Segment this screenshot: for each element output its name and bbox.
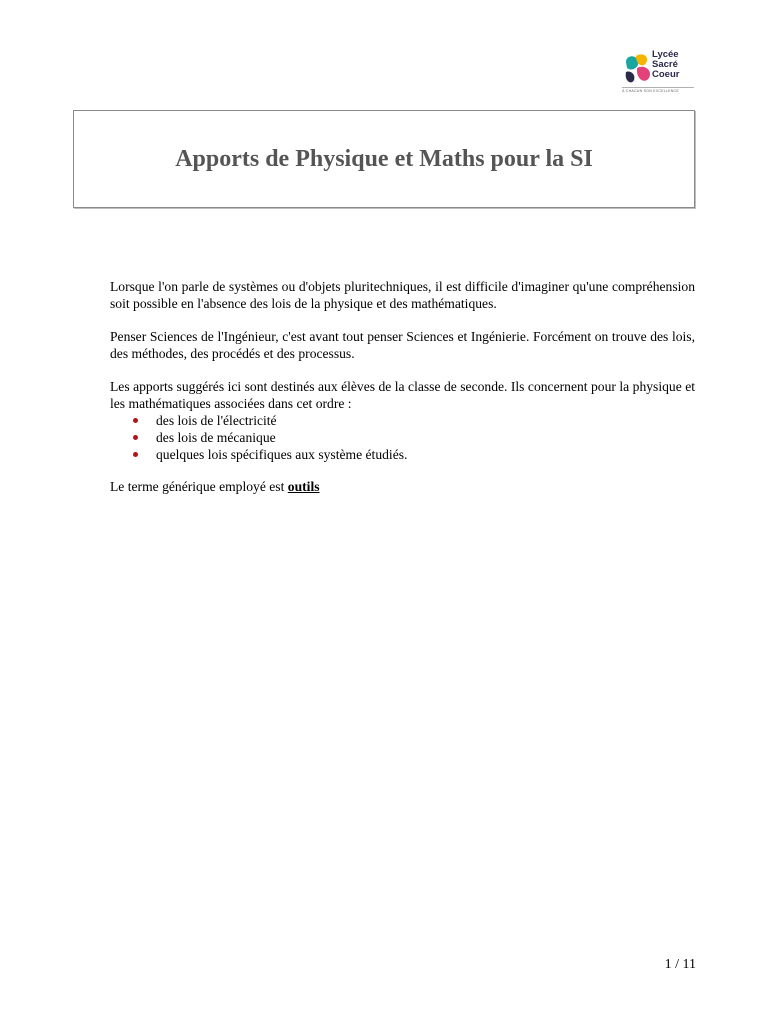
list-item <box>110 412 695 429</box>
engineering-paragraph: Penser Sciences de l'Ingénieur, c'est avant tout penser Sciences et Ingénierie. Forcément on trouve des lois, des méthodes, des procédés et des processus. <box>110 329 695 361</box>
scope-paragraph: Les apports suggérés ici sont destinés aux élèves de la classe de seconde. Ils concernent pour la physique et les mathématiques associées dans cet ordre : <box>110 379 695 411</box>
keyword-outils: outils <box>287 479 320 494</box>
logo-tagline: À CHACUN SON EXCELLENCE <box>622 89 679 93</box>
school-logo <box>620 50 698 98</box>
list-item <box>110 429 695 446</box>
list-item-text: des lois de mécanique <box>156 430 276 445</box>
closing-paragraph <box>110 478 695 495</box>
document-title: Apports de Physique et Maths pour la SI <box>175 145 593 172</box>
logo-wordmark <box>652 50 679 80</box>
list-item-text: quelques lois spécifiques aux système étudiés. <box>156 447 408 462</box>
bullet-icon <box>133 452 138 457</box>
logo-line-1: Lycée <box>652 49 679 60</box>
closing-text: Le terme générique employé est <box>110 479 288 494</box>
page-number: 1 / 11 <box>664 957 696 972</box>
logo-line-2: Sacré <box>652 59 678 70</box>
logo-mark-icon <box>622 52 656 86</box>
topics-list <box>110 412 695 463</box>
logo-divider <box>622 87 694 88</box>
bullet-icon <box>133 435 138 440</box>
document-body <box>110 278 695 495</box>
list-item <box>110 446 695 463</box>
intro-paragraph: Lorsque l'on parle de systèmes ou d'objets pluritechniques, il est difficile d'imaginer qu'une compréhension soit possible en l'absence des lois de la physique et des mathématiques. <box>110 279 695 311</box>
bullet-icon <box>133 418 138 423</box>
logo-line-3: Coeur <box>652 69 680 80</box>
list-item-text: des lois de l'électricité <box>156 413 277 428</box>
title-frame <box>73 110 695 208</box>
